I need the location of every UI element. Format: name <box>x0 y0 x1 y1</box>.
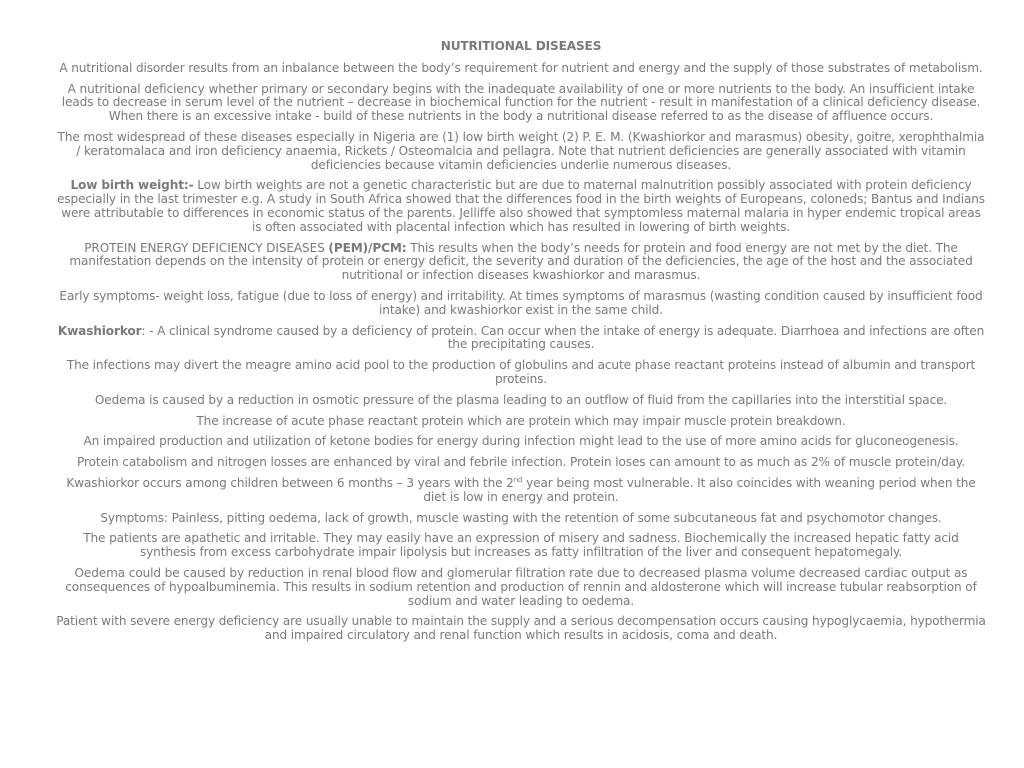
ketone-paragraph: An impaired production and utilization of ketone bodies for energy during infection might lead to the use of more amino acids for gluconeogenesis. <box>83 434 959 449</box>
oedema-renal-paragraph: Oedema could be caused by reduction in renal blood flow and glomerular filtration rate due to decreased plasma volume decreased cardiac output as consequences of hypoalbuminemia. This results in sodium retention and production of rennin and aldosterone which will increase tubular reabsorption of sodium and water leading to oedema. <box>65 565 977 608</box>
low-birth-weight-text: Low birth weights are not a genetic characteristic but are due to maternal malnutrition possibly associated with protein deficiency especially in the last trimester e.g. A study in South Africa showed that the differences food in the birth weights of Europeans, coloneds; Bantus and Indians were attributable to differences in economic status of the parents. Jelliffe also showed that symptomless maternal malaria in hyper endemic tropical areas is often associated with placental infection which has resulted in lowering of birth weights. <box>57 178 985 234</box>
low-birth-weight-label: Low birth weight:- <box>70 178 194 193</box>
apathetic-paragraph: The patients are apathetic and irritable. They may easily have an expression of misery and sadness. Biochemically the increased hepatic fatty acid synthesis from excess carbohydrate impair lipolysis but increases as fatty infiltration of the liver and consequent hepatomegaly. <box>83 531 959 560</box>
age-ordinal-suffix: nd <box>513 475 523 484</box>
kwashiorkor-text: : - A clinical syndrome caused by a deficiency of protein. Can occur when the intake of energy is adequate. Diarrhoea and infections are often the precipitating causes. <box>141 323 985 352</box>
age-text-end: year being most vulnerable. It also coincides with weaning period when the diet is low in energy and protein. <box>423 475 976 504</box>
symptoms-paragraph: Symptoms: Painless, pitting oedema, lack of growth, muscle wasting with the retention of some subcutaneous fat and psychomotor changes. <box>100 510 942 525</box>
early-symptoms-paragraph: Early symptoms- weight loss, fatigue (due to loss of energy) and irritability. At times symptoms of marasmus (wasting condition caused by insufficient food intake) and kwashiorkor exist in the same child. <box>59 288 983 317</box>
kwashiorkor-label: Kwashiorkor <box>57 323 142 338</box>
age-paragraph <box>55 477 987 505</box>
pem-label: (PEM)/PCM: <box>328 240 407 255</box>
pem-paragraph <box>55 242 987 283</box>
deficiency-paragraph: A nutritional deficiency whether primary or secondary begins with the inadequate availability of one or more nutrients to the body. An insufficient intake leads to decrease in serum level of the nutrient – decrease in biochemical function for the nutrient - result in manifestation of a clinical deficiency disease. When there is an excessive intake - build of these nutrients in the body a nutritional disease referred to as the disease of affluence occurs. <box>61 81 981 124</box>
oedema-osmotic-paragraph: Oedema is caused by a reduction in osmotic pressure of the plasma leading to an outflow of fluid from the capillaries into the interstitial space. <box>94 392 948 407</box>
pem-text: This results when the body’s needs for protein and food energy are not met by the diet. The manifestation depends on the intensity of protein or energy deficit, the severity and duration of the deficiencies, the age of the host and the associated nutritional or infection diseases kwashiorkor and marasmus. <box>69 240 973 283</box>
catabolism-paragraph: Protein catabolism and nitrogen losses are enhanced by viral and febrile infection. Protein loses can amount to as much as 2% of muscle protein/day. <box>77 455 965 470</box>
infections-paragraph: The infections may divert the meagre amino acid pool to the production of globulins and acute phase reactant proteins instead of albumin and transport proteins. <box>66 358 976 386</box>
document-body <box>55 40 987 650</box>
kwashiorkor-paragraph <box>55 325 987 353</box>
pem-prefix: PROTEIN ENERGY DEFICIENCY DISEASES <box>84 240 329 255</box>
acute-phase-paragraph: The increase of acute phase reactant protein which are protein which may impair muscle protein breakdown. <box>196 413 846 428</box>
severe-deficiency-paragraph: Patient with severe energy deficiency are usually unable to maintain the supply and a serious decompensation occurs causing hypoglycaemia, hypothermia and impaired circulatory and renal function which results in acidosis, coma and death. <box>56 614 986 643</box>
intro-paragraph: A nutritional disorder results from an inbalance between the body’s requirement for nutrient and energy and the supply of those substrates of metabolism. <box>59 60 983 75</box>
age-text-start: Kwashiorkor occurs among children between 6 months – 3 years with the 2 <box>66 475 514 490</box>
widespread-diseases-paragraph: The most widespread of these diseases especially in Nigeria are (1) low birth weight (2) P. E. M. (Kwashiorkor and marasmus) obesity, goitre, xerophthalmia / keratomalaca and iron deficiency anaemia, Rickets / Osteomalcia and pellagra. Note that nutrient deficiencies are generally associated with vitamin deficiencies because vitamin deficiencies underlie numerous diseases. <box>57 129 985 172</box>
page-title: NUTRITIONAL DISEASES <box>440 39 602 53</box>
low-birth-weight-paragraph <box>55 179 987 234</box>
